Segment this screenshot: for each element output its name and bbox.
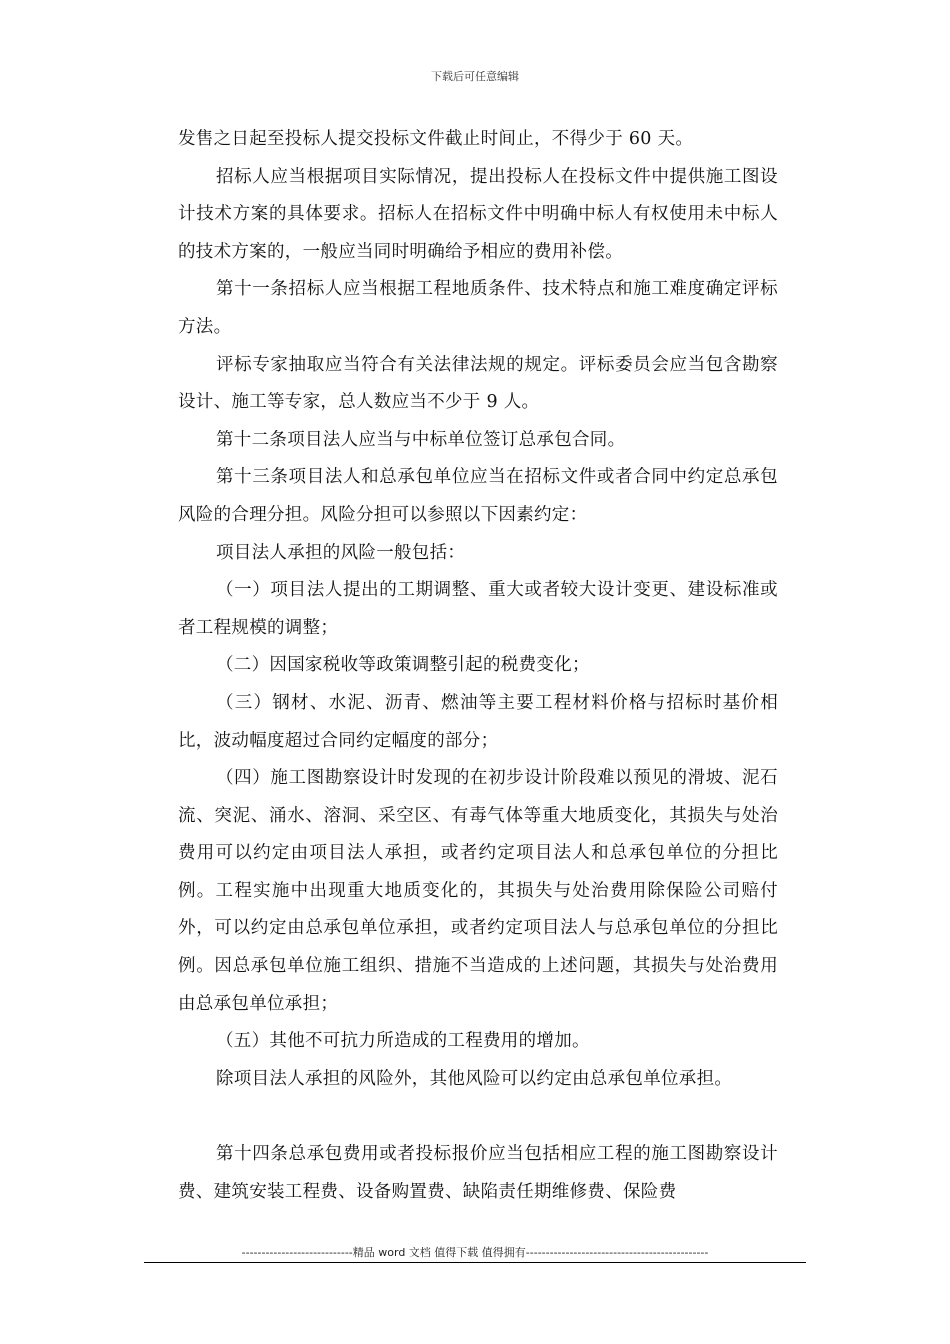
page-footer-note: ----------------------------精品 word 文档 值得下载 值得拥有---------------------------------------------- bbox=[241, 1246, 709, 1259]
paragraph-other-risks: 除项目法人承担的风险外，其他风险可以约定由总承包单位承担。 bbox=[216, 1068, 733, 1089]
page-header-note: 下载后可任意编辑 bbox=[431, 70, 519, 83]
paragraph-article-11: 第十一条招标人应当根据工程地质条件、技术特点和施工难度确定评标方法。 bbox=[178, 279, 778, 337]
paragraph-article-12: 第十二条项目法人应当与中标单位签订总承包合同。 bbox=[216, 429, 626, 450]
paragraph-risk-item-4: （四）施工图勘察设计时发现的在初步设计阶段难以预见的滑坡、泥石流、突泥、涌水、溶洞、采空区、有毒气体等重大地质变化，其损失与处治费用可以约定由项目法人承担，或者约定项目法人和总承包单位的分担比例。工程实施中出现重大地质变化的，其损失与处治费用除保险公司赔付外，可以约定由总承包单位承担，或者约定项目法人与总承包单位的分担比例。因总承包单位施工组织、措施不当造成的上述问题，其损失与处治费用由总承包单位承担； bbox=[178, 768, 778, 1014]
paragraph-technical-plan: 招标人应当根据项目实际情况，提出投标人在投标文件中提供施工图设计技术方案的具体要求。招标人在招标文件中明确中标人有权使用未中标人的技术方案的，一般应当同时明确给予相应的费用补偿。 bbox=[178, 166, 778, 262]
paragraph-risk-item-5: （五）其他不可抗力所造成的工程费用的增加。 bbox=[216, 1031, 590, 1052]
paragraph-owner-risks-intro: 项目法人承担的风险一般包括： bbox=[216, 542, 466, 563]
document-body bbox=[178, 121, 778, 1211]
footer-divider bbox=[144, 1262, 806, 1263]
paragraph-risk-item-1: （一）项目法人提出的工期调整、重大或者较大设计变更、建设标准或者工程规模的调整； bbox=[178, 580, 778, 638]
paragraph-risk-item-2: （二）因国家税收等政策调整引起的税费变化； bbox=[216, 655, 590, 676]
paragraph-risk-item-3: （三）钢材、水泥、沥青、燃油等主要工程材料价格与招标时基价相比，波动幅度超过合同约定幅度的部分； bbox=[178, 692, 778, 751]
paragraph-continuation: 发售之日起至投标人提交投标文件截止时间止，不得少于 60 天。 bbox=[178, 129, 694, 149]
paragraph-article-14: 第十四条总承包费用或者投标报价应当包括相应工程的施工图勘察设计费、建筑安装工程费、设备购置费、缺陷责任期维修费、保险费 bbox=[178, 1144, 778, 1202]
paragraph-article-13: 第十三条项目法人和总承包单位应当在招标文件或者合同中约定总承包风险的合理分担。风险分担可以参照以下因素约定： bbox=[178, 467, 778, 525]
paragraph-expert-selection: 评标专家抽取应当符合有关法律法规的规定。评标委员会应当包含勘察设计、施工等专家，总人数应当不少于 9 人。 bbox=[178, 354, 778, 413]
